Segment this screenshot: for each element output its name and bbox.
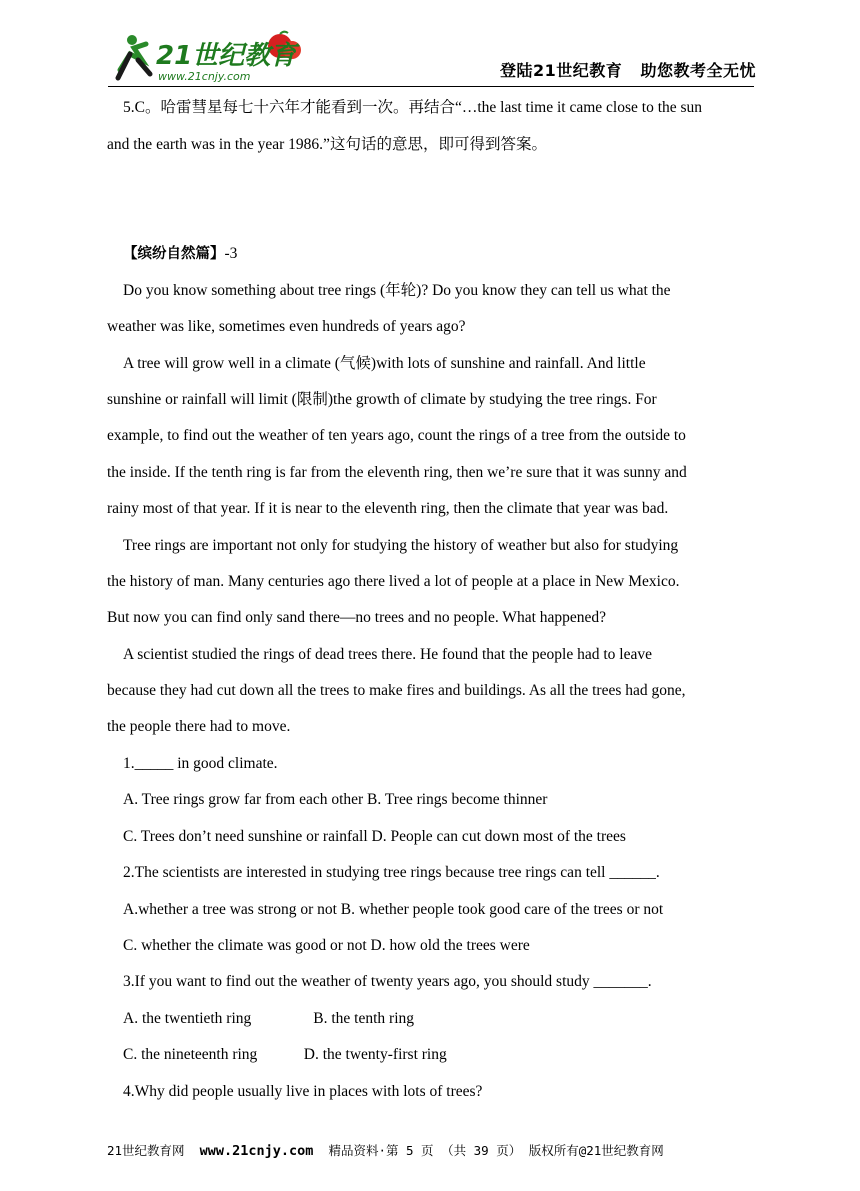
passage-line: the inside. If the tenth ring is far from the eleventh ring, then we’re sure that it was sunny and [107, 464, 687, 481]
passage-line: But now you can find only sand there—no trees and no people. What happened? [107, 609, 607, 626]
page-footer [107, 1141, 767, 1159]
option-line: C. whether the climate was good or not D. how old the trees were [123, 937, 530, 954]
page-header [0, 0, 860, 92]
passage-line: rainy most of that year. If it is near to the eleventh ring, then the climate that year was bad. [107, 500, 669, 517]
passage-line: example, to find out the weather of ten years ago, count the rings of a tree from the outside to [107, 427, 686, 444]
question-line: 2.The scientists are interested in studying tree rings because tree rings can tell ______. [123, 864, 660, 881]
question-line: 4.Why did people usually live in places with lots of trees? [123, 1083, 483, 1100]
prev-answer-line: 5.C。哈雷彗星每七十六年才能看到一次。再结合“…the last time it came close to the sun [123, 99, 703, 116]
passage-line: the people there had to move. [107, 718, 291, 735]
header-divider [108, 86, 754, 87]
option-line: A.whether a tree was strong or not B. whether people took good care of the trees or not [123, 901, 664, 918]
question-line: 1._____ in good climate. [123, 755, 278, 772]
section-heading [123, 244, 783, 264]
option-line: C. the nineteenth ring D. the twenty-first ring [123, 1046, 447, 1063]
svg-text:www.21cnjy.com: www.21cnjy.com [158, 70, 251, 83]
passage-line: Do you know something about tree rings (年轮)? Do you know they can tell us what the [123, 282, 671, 299]
passage-line: weather was like, sometimes even hundreds of years ago? [107, 318, 466, 335]
header-slogan: 登陆21世纪教育 助您教考全无忧 [500, 61, 756, 80]
footer-left: 21世纪教育网 [107, 1143, 200, 1158]
option-line: C. Trees don’t need sunshine or rainfall D. People can cut down most of the trees [123, 828, 626, 845]
section-heading-number: -3 [224, 245, 238, 262]
passage-line: sunshine or rainfall will limit (限制)the growth of climate by studying the tree rings. For [107, 391, 657, 408]
site-logo [112, 30, 312, 86]
prev-answer-line: and the earth was in the year 1986.”这句话的意思，即可得到答案。 [107, 136, 547, 153]
passage-line: A tree will grow well in a climate (气候)with lots of sunshine and rainfall. And little [123, 355, 646, 372]
svg-text:21世纪教育: 21世纪教育 [156, 41, 297, 71]
passage-line: A scientist studied the rings of dead trees there. He found that the people had to leave [123, 646, 652, 663]
footer-page-info: 精品资料·第 5 页 （共 39 页） 版权所有@21世纪教育网 [313, 1143, 664, 1158]
passage-line: Tree rings are important not only for studying the history of weather but also for studying [123, 537, 679, 554]
passage-line: the history of man. Many centuries ago there lived a lot of people at a place in New Mexico. [107, 573, 680, 590]
question-line: 3.If you want to find out the weather of twenty years ago, you should study _______. [123, 973, 652, 990]
section-heading-title: 【缤纷自然篇】 [123, 245, 225, 262]
option-line: A. Tree rings grow far from each other B. Tree rings become thinner [123, 791, 548, 808]
option-line: A. the twentieth ring B. the tenth ring [123, 1010, 415, 1027]
passage-line: because they had cut down all the trees to make fires and buildings. As all the trees had gone, [107, 682, 686, 699]
footer-site-link[interactable]: www.21cnjy.com [199, 1143, 314, 1159]
